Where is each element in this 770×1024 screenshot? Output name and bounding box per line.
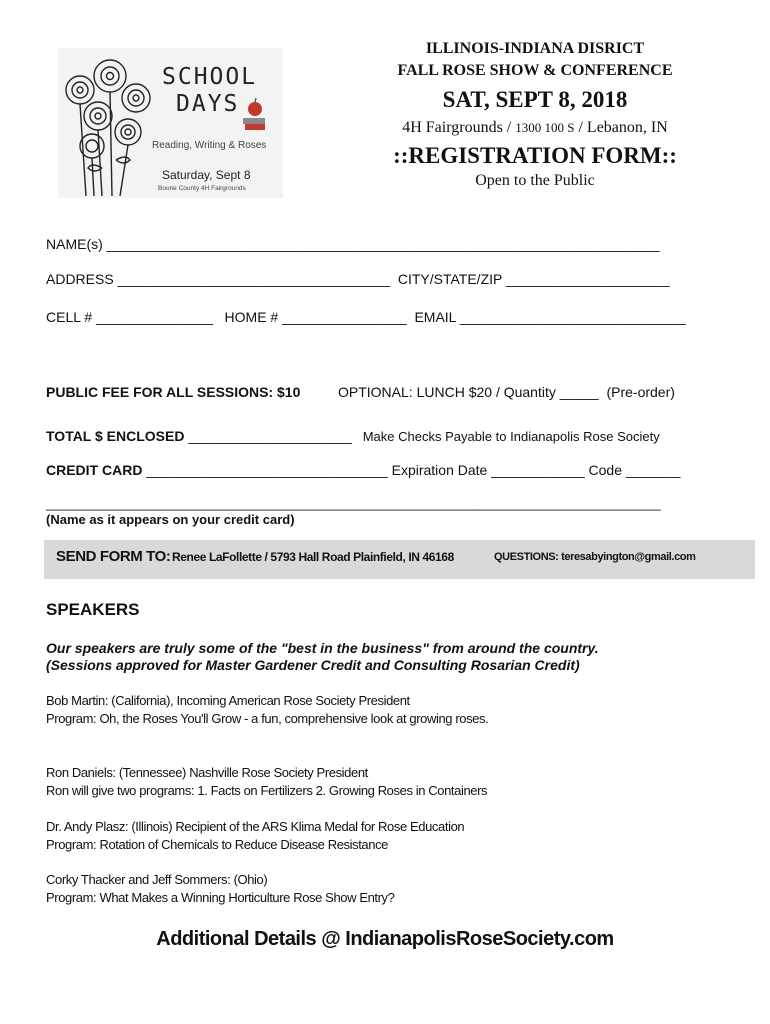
total-enclosed-field[interactable] [46, 428, 660, 444]
checks-payable-note: Make Checks Payable to Indianapolis Rose Society [351, 429, 660, 444]
event-name: FALL ROSE SHOW & CONFERENCE [397, 62, 673, 79]
speaker-3-program: Program: Rotation of Chemicals to Reduce Disease Resistance [46, 837, 389, 852]
school-days-logo [58, 48, 283, 198]
speaker-4-program: Program: What Makes a Winning Horticulture Rose Show Entry? [46, 890, 395, 905]
card-name-label: (Name as it appears on your credit card) [46, 512, 295, 527]
lunch-quantity-field[interactable]: OPTIONAL: LUNCH $20 / Quantity _____ (Pre-order) [338, 384, 675, 400]
send-form-bar [44, 540, 755, 579]
speaker-2-program: Ron will give two programs: 1. Facts on Fertilizers 2. Growing Roses in Containers [46, 783, 488, 798]
questions-email: QUESTIONS: teresabyington@gmail.com [494, 551, 696, 563]
location-city: / Lebanon, IN [574, 119, 668, 136]
location-address: 1300 100 S [515, 120, 575, 135]
logo-title-school: SCHOOL [162, 64, 258, 90]
credit-card-field[interactable] [46, 462, 680, 478]
public-fee-label: PUBLIC FEE FOR ALL SESSIONS: $10 [46, 384, 301, 400]
credit-card-blanks: _______________________________ Expiration Date ____________ Code _______ [142, 462, 681, 478]
event-location [300, 119, 770, 137]
organization-name: ILLINOIS-INDIANA DISRICT [425, 40, 645, 57]
logo-title-days: DAYS [176, 91, 240, 117]
credit-card-label: CREDIT CARD [46, 462, 143, 478]
location-venue: 4H Fairgrounds / [402, 119, 516, 136]
event-date: SAT, SEPT 8, 2018 [442, 87, 628, 112]
speakers-intro-line1: Our speakers are truly some of the "best in the business" from around the country. [46, 640, 599, 656]
mailing-address: Renee LaFollette / 5793 Hall Road Plainfield, IN 46168 [172, 550, 454, 564]
card-name-field[interactable]: _____________________________________________________________________________________ [46, 496, 661, 511]
form-title: ::REGISTRATION FORM:: [393, 143, 677, 168]
name-field[interactable]: NAME(s) _______________________________________________________________________ [46, 236, 660, 252]
speakers-intro-line2: (Sessions approved for Master Gardener Credit and Consulting Rosarian Credit) [46, 657, 580, 673]
total-enclosed-blank: _____________________ [184, 428, 352, 444]
logo-venue: Boone County 4H Fairgrounds [158, 185, 246, 192]
total-enclosed-label: TOTAL $ ENCLOSED [46, 428, 185, 444]
speaker-1-program: Program: Oh, the Roses You'll Grow - a fun, comprehensive look at growing roses. [46, 711, 489, 726]
address-field[interactable]: ADDRESS ___________________________________ CITY/STATE/ZIP _____________________ [46, 271, 670, 287]
logo-subtitle: Reading, Writing & Roses [152, 140, 267, 151]
logo-date: Saturday, Sept 8 [162, 168, 251, 182]
send-form-label: SEND FORM TO: [56, 548, 175, 565]
public-fee [46, 384, 300, 400]
speaker-4-bio: Corky Thacker and Jeff Sommers: (Ohio) [46, 872, 268, 887]
open-to-public: Open to the Public [475, 172, 595, 189]
speaker-1-bio: Bob Martin: (California), Incoming American Rose Society President [46, 693, 410, 708]
speaker-3-bio: Dr. Andy Plasz: (Illinois) Recipient of the ARS Klima Medal for Rose Education [46, 819, 465, 834]
phone-email-field[interactable]: CELL # _______________ HOME # ________________ EMAIL _____________________________ [46, 309, 686, 325]
additional-details-link[interactable]: Additional Details @ IndianapolisRoseSociety.com [156, 928, 614, 950]
speaker-2-bio: Ron Daniels: (Tennessee) Nashville Rose Society President [46, 765, 368, 780]
speakers-heading: SPEAKERS [46, 600, 140, 619]
